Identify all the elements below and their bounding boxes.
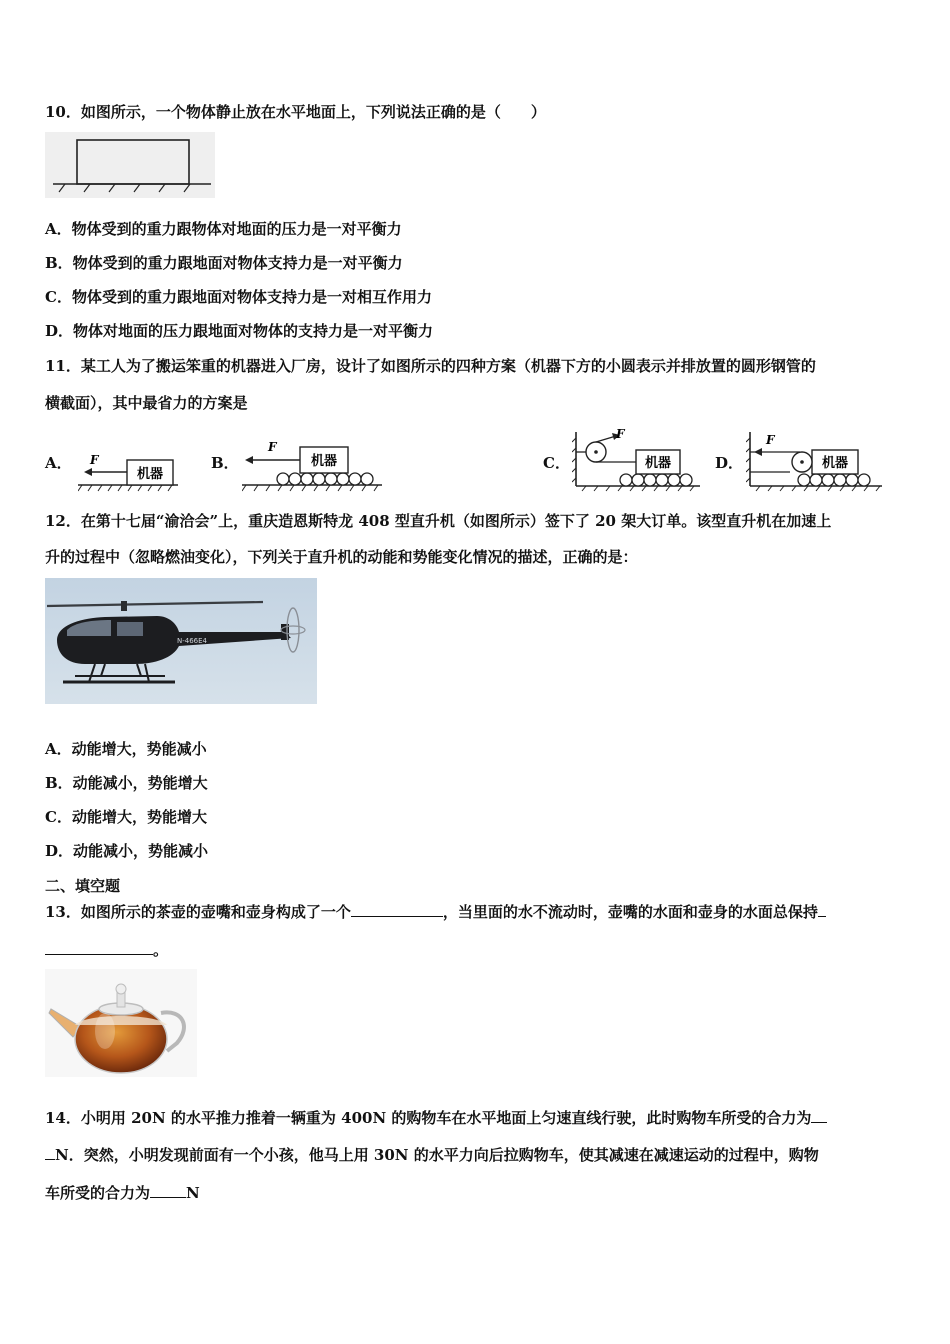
q14-text-3: 车所受的合力为 bbox=[45, 1184, 151, 1202]
q13-period: 。 bbox=[153, 941, 169, 959]
q10-option-c[interactable]: C．物体受到的重力跟地面对物体支持力是一对相互作用力 bbox=[45, 288, 432, 306]
q14-unit: N bbox=[186, 1184, 200, 1202]
q10-figure bbox=[45, 132, 215, 198]
q11-force-label-a: F bbox=[90, 453, 99, 467]
q10-stem: 10．如图所示，一个物体静止放在水平地面上，下列说法正确的是（ ） bbox=[45, 103, 546, 121]
q11-figure-b bbox=[242, 438, 384, 492]
q13-blank-1[interactable] bbox=[351, 902, 443, 917]
q14-line1 bbox=[45, 1108, 827, 1128]
q13-teapot-photo bbox=[45, 969, 197, 1077]
q13-text-a: 13．如图所示的茶壶的壶嘴和壶身构成了一个 bbox=[45, 903, 351, 921]
q11-force-label-b: F bbox=[268, 440, 277, 454]
q11-figure-a bbox=[78, 448, 180, 492]
q11-label-a[interactable]: A． bbox=[45, 454, 72, 472]
q14-blank-1-start[interactable] bbox=[811, 1108, 827, 1123]
q14-text-1: 14．小明用 20N 的水平推力推着一辆重为 400N 的购物车在水平地面上匀速直线行驶，此时购物车所受的合力为 bbox=[45, 1109, 812, 1127]
q12-helicopter-photo bbox=[45, 578, 317, 704]
section-title-fill-blank: 二、填空题 bbox=[45, 877, 121, 895]
q12-option-b[interactable]: B．动能减小，势能增大 bbox=[45, 774, 208, 792]
q13-line1 bbox=[45, 902, 826, 922]
q10-option-d[interactable]: D．物体对地面的压力跟地面对物体的支持力是一对平衡力 bbox=[45, 322, 434, 340]
q11-label-b[interactable]: B． bbox=[211, 454, 239, 472]
q11-label-c[interactable]: C． bbox=[543, 454, 570, 472]
q11-machine-label-b: 机器 bbox=[310, 454, 338, 469]
q12-option-c[interactable]: C．动能增大，势能增大 bbox=[45, 808, 207, 826]
q12-option-a[interactable]: A．动能增大，势能减小 bbox=[45, 740, 207, 758]
q14-line3 bbox=[45, 1183, 200, 1203]
q14-blank-2[interactable] bbox=[150, 1183, 186, 1198]
q13-blank-2[interactable] bbox=[45, 940, 153, 955]
q13-blank-2-start[interactable] bbox=[818, 902, 826, 917]
q10-option-b[interactable]: B．物体受到的重力跟地面对物体支持力是一对平衡力 bbox=[45, 254, 403, 272]
q11-figure-c bbox=[572, 428, 702, 492]
q11-stem-line1: 11．某工人为了搬运笨重的机器进入厂房，设计了如图所示的四种方案（机器下方的小圆表示并排放置的圆形钢管的 bbox=[45, 357, 816, 375]
q12-heli-registration: N-466E4 bbox=[177, 637, 207, 645]
q14-blank-1[interactable] bbox=[45, 1145, 55, 1160]
q11-force-label-d: F bbox=[766, 433, 775, 447]
q13-line2 bbox=[45, 940, 168, 960]
q11-force-label-c: F bbox=[616, 428, 625, 441]
q13-text-b: ，当里面的水不流动时，壶嘴的水面和壶身的水面总保持 bbox=[442, 903, 818, 921]
q10-option-a[interactable]: A．物体受到的重力跟物体对地面的压力是一对平衡力 bbox=[45, 220, 402, 238]
q14-line2 bbox=[45, 1145, 819, 1165]
q11-label-d[interactable]: D． bbox=[715, 454, 744, 472]
q12-stem-line2: 升的过程中（忽略燃油变化），下列关于直升机的动能和势能变化情况的描述，正确的是： bbox=[45, 548, 638, 566]
q11-machine-label-c: 机器 bbox=[644, 456, 672, 471]
q14-text-2: N．突然，小明发现前面有一个小孩，他马上用 30N 的水平力向后拉购物车，使其减速在减速运动的过程中，购物 bbox=[55, 1146, 819, 1164]
q11-machine-label-d: 机器 bbox=[821, 456, 849, 471]
q11-stem-line2: 横截面），其中最省力的方案是 bbox=[45, 394, 248, 412]
q11-machine-label-a: 机器 bbox=[136, 467, 164, 482]
q12-stem-line1: 12．在第十七届“渝洽会”上，重庆造恩斯特龙 408 型直升机（如图所示）签下了 20 架大订单。该型直升机在加速上 bbox=[45, 512, 832, 530]
q11-figure-d bbox=[746, 428, 886, 492]
q12-option-d[interactable]: D．动能减小，势能减小 bbox=[45, 842, 209, 860]
